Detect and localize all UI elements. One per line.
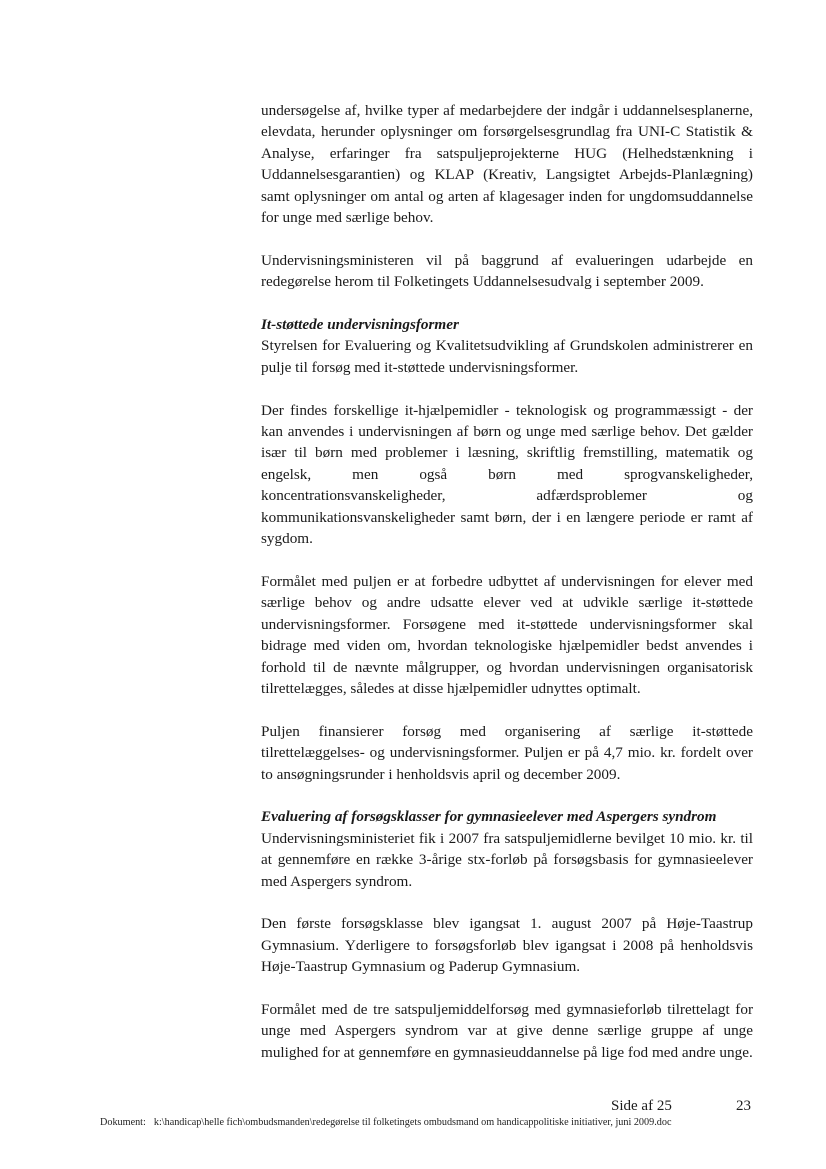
paragraph-first-class: Den første forsøgsklasse blev igangsat 1. august 2007 på Høje-Taastrup Gymnasium. Yderligere to forsøgsforløb blev igangsat i 2008 på henholdsvis Høje-Taastrup Gymnasium og Paderup Gymnasium. [261,915,753,976]
section-heading-it-supported-teaching: It-støttede undervisningsformer [261,316,459,334]
section-aspergers-evaluation [261,806,753,892]
paragraph-it-aids: Der findes forskellige it-hjælpemidler - teknologisk og programmæssigt - der kan anvendes i undervisningen af børn og unge med særlige behov. Det gælder især til børn med problemer i læsning, skriftlig fremstilling, matematik og engelsk, men også børn med sprogvanskeligheder, koncentrationsvanskeligheder, adfærdsproblemer og kommunikationsvanskeligheder samt børn, der i en længere periode er ramt af sygdom. [261,401,753,548]
paragraph-pool-administration: Styrelsen for Evaluering og Kvalitetsudvikling af Grundskolen administrerer en pulje til forsøg med it-støttede undervisningsformer. [261,337,753,376]
paragraph-ministry-grant: Undervisningsministeriet fik i 2007 fra satspuljemidlerne bevilget 10 mio. kr. til at gennemføre en række 3-årige stx-forløb på forsøgsbasis for gymnasieelever med Aspergers syndrom. [261,829,753,890]
paragraph-pool-purpose: Formålet med puljen er at forbedre udbyttet af undervisningen for elever med særlige behov og andre udsatte elever ved at udvikle særlige it-støttede undervisningsformer. Forsøgene med it-støttede undervisningsformer skal bidrage med viden om, hvordan teknologiske hjælpemidler bedst anvendes i forhold til de nævnte målgrupper, og hvordan undervisningen organisatorisk tilrettelægges, således at disse hjælpemidler udnyttes optimalt. [261,572,753,697]
page-number: 23 [736,1098,751,1114]
document-path: k:\handicap\helle fich\ombudsmanden\redegørelse til folketingets ombudsmand om handicappolitiske initiativer, juni 2009.doc [153,1117,672,1128]
paragraph-report-plan: Undervisningsministeren vil på baggrund af evalueringen udarbejde en redegørelse herom til Folketingets Uddannelsesudvalg i september 2009. [261,251,753,291]
paragraph-intro-continued: undersøgelse af, hvilke typer af medarbejdere der indgår i uddannelsesplanerne, elevdata, herunder oplysninger om forsørgelsesgrundlag fra UNI-C Statistik & Analyse, erfaringer fra satspuljeprojekterne HUG (Helhedstænkning i Uddannelsesgarantien) og KLAP (Kreativ, Langsigtet Arbejds-Planlægning) samt oplysninger om antal og arten af klagesager inden for ungdomsuddannelse for unge med særlige behov. [261,102,753,227]
section-heading-aspergers-evaluation: Evaluering af forsøgsklasser for gymnasieelever med Aspergers syndrom [261,808,717,826]
document-label: Dokument: [100,1117,146,1128]
section-it-supported-teaching [261,314,753,378]
document-path-footer [100,1117,671,1128]
document-body [261,100,753,1063]
paragraph-experiment-purpose: Formålet med de tre satspuljemiddelforsøg med gymnasieforløb tilrettelagt for unge med Aspergers syndrom var at give denne særlige gruppe af unge mulighed for at gennemføre en gymnasieuddannelse på lige fod med andre unge. [261,1000,753,1061]
paragraph-pool-financing: Puljen finansierer forsøg med organisering af særlige it-støttede tilrettelæggelses- og undervisningsformer. Puljen er på 4,7 mio. kr. fordelt over to ansøgningsrunder i henholdsvis april og december 2009. [261,722,753,783]
page-side-label: Side af 25 [611,1098,672,1114]
